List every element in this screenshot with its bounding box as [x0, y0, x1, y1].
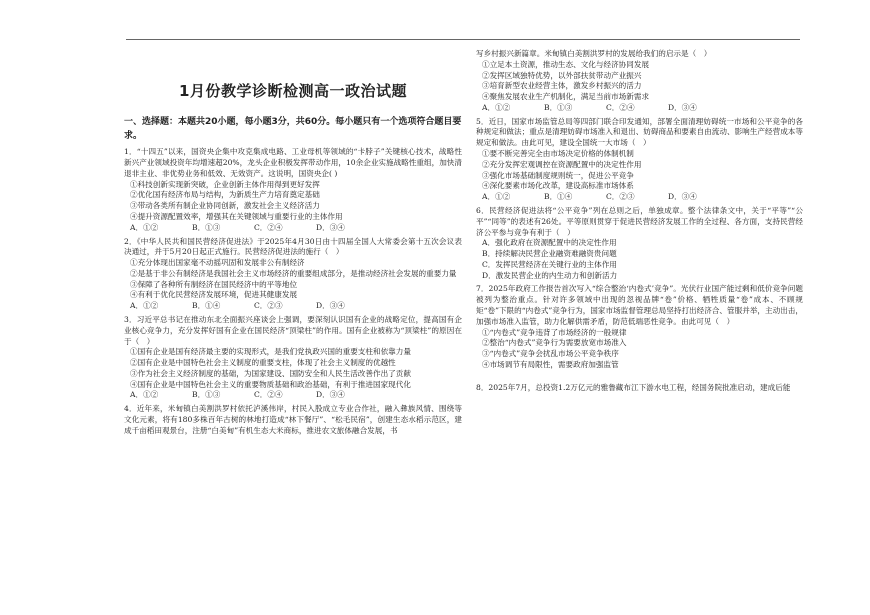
option: ④有利于优化民营经济发展环境，促进其健康发展 — [130, 290, 298, 300]
option: ②是基于非公有制经济是我国社会主义市场经济的重要组成部分，是推动经济社会发展的重要力量 — [130, 268, 457, 278]
option: ④提升资源配置效率，增强其在关键领域与重要行业的主体作用 — [130, 211, 343, 221]
choice-d: D．③④ — [668, 192, 697, 202]
option: ②整治“内卷式”竞争行为需要放宽市场准入 — [482, 338, 627, 348]
choice-b: B．①③ — [192, 222, 221, 232]
choice-c: C．②③ — [254, 301, 283, 311]
question-5 — [476, 117, 803, 203]
choice-b: B．①④ — [192, 301, 221, 311]
choice-b: B．①③ — [544, 102, 573, 112]
choice-a: A．①② — [130, 222, 159, 232]
question-stem: 2．《中华人民共和国民营经济促进法》于2025年4月30日由十四届全国人大常委会第十五次会议表决通过，并于5月20日起正式施行。民营经济促进法的施行（ ） — [124, 236, 462, 257]
option: A．强化政府在资源配置中的决定性作用 — [482, 238, 617, 248]
question-stem: 1．“十四五”以来，国资央企集中攻克集成电路、工业母机等领域的“卡脖子”关键核心技术，战略性新兴产业领域投资年均增速超20%，龙头企业积极发挥带动作用，10余企业实施战略性重组，加快清退非主业、非优势业务和低效、无效资产。这说明，国资央企( ) — [124, 147, 462, 178]
option: ①要不断完善完全由市场决定价格的体制机制 — [482, 149, 634, 159]
choice-d: D．③④ — [316, 390, 345, 400]
question-1 — [124, 147, 462, 233]
answer-choices — [476, 103, 803, 114]
option: ②发挥区域独特优势，以外部扶贫带动产业振兴 — [482, 70, 642, 80]
section-heading: 一、选择题：本题共20小题，每小题3分，共60分。每小题只有一个选项符合题目要求。 — [124, 117, 462, 141]
option: ③保障了各种所有制经济在国民经济中的平等地位 — [130, 279, 298, 289]
option: ①国有企业是国有经济最主要的实现形式，是我们党执政兴国的重要支柱和依靠力量 — [130, 347, 411, 357]
question-stem: 3．习近平总书记在推动东北全面振兴座谈会上强调，要深刻认识国有企业的战略定位，提高国有企业核心竞争力，充分发挥好国有企业在国民经济“顶梁柱”的作用。国有企业被称为“顶梁柱”的原因在于（ ） — [124, 315, 462, 346]
choice-c: C．②④ — [254, 222, 283, 232]
question-8 — [476, 383, 803, 394]
choice-a: A．①② — [482, 102, 511, 112]
option: ①充分体现出国家毫不动摇巩固和发展非公有制经济 — [130, 258, 305, 268]
option: ④市场调节有局限性，需要政府加强监管 — [482, 359, 619, 369]
option: ①立足本土资源，推动生态、文化与经济协同发展 — [482, 59, 650, 69]
question-4-continued: 写乡村振兴新篇章。米甸镇白美割洪罗村的发展给我们的启示是（ ） — [476, 49, 712, 58]
choice-c: C．②④ — [606, 102, 635, 112]
right-column — [476, 48, 803, 393]
choice-c: C．②④ — [254, 390, 283, 400]
option: ③强化市场基础制度规则统一，促进公平竞争 — [482, 170, 634, 180]
option: ①“内卷式”竞争违背了市场经济的一般规律 — [482, 327, 627, 337]
answer-choices — [124, 223, 462, 234]
choice-d: D．③④ — [316, 301, 345, 311]
option: D．激发民营企业的内生动力和创新活力 — [482, 270, 618, 280]
answer-choices — [124, 301, 462, 312]
choice-b: B．①③ — [192, 390, 221, 400]
question-3 — [124, 315, 462, 401]
question-stem: 8．2025年7月，总投资1.2万亿元的雅鲁藏布江下游水电工程，经国务院批准启动，建成后能 — [476, 382, 791, 392]
option: ④深化要素市场化改革，建设高标准市场体系 — [482, 181, 634, 191]
choice-c: C．②③ — [606, 192, 635, 202]
option: ④国有企业是中国特色社会主义的重要物质基础和政治基础，有利于推进国家现代化 — [130, 379, 411, 389]
question-stem: 6．民营经济促进法将“公平竞争”列在总则之后，单独成章。整个法律条文中，关于“平等”“公平”“同等”的表述有26处。平等原则贯穿于促进民营经济发展工作的全过程、各方面，支持民营经济公平参与竞争有利于（ ） — [476, 205, 803, 237]
choice-d: D．③④ — [668, 102, 697, 112]
choice-b: B．①④ — [544, 192, 573, 202]
option: C．发挥民营经济在关键行业的主体作用 — [482, 259, 617, 269]
answer-choices — [124, 390, 462, 401]
question-stem: 7．2025年政府工作报告首次写入“综合整治‘内卷式’竞争”。光伏行业国产能过剩和低价竞争问题被列为整治重点。针对许多领域中出现的忽视品牌“卷”价格、牺牲质量“卷”成本、不顾规矩“卷”下限的“内卷式”竞争行为，国家市场监督管理总局坚持打出经济合、管服并举，主动出击，加强市场准入监管，助力化解供需矛盾，防范低端恶性竞争。由此可见（ ） — [476, 284, 803, 326]
option: B．持续解决民营企业融资难融资贵问题 — [482, 249, 617, 259]
option: ①科技创新实现新突破，企业创新主体作用得到更好发挥 — [130, 179, 320, 189]
question-2 — [124, 237, 462, 312]
answer-choices — [476, 192, 803, 203]
question-6 — [476, 206, 803, 281]
question-stem: 5．近日，国家市场监管总局等四部门联合印发通知，部署全面清理妨碍统一市场和公平竞争的各种规定和做法；重点是清理妨碍市场准入和退出、妨碍商品和要素自由流动、影响生产经营成本等规定和做法。由此可见，建设全国统一大市场（ ） — [476, 116, 803, 148]
option: ③“内卷式”竞争会扰乱市场公平竞争秩序 — [482, 349, 619, 359]
choice-a: A．①② — [130, 301, 159, 311]
question-7 — [476, 284, 803, 370]
page-top-rule — [126, 39, 800, 40]
exam-title: 1月份教学诊断检测高一政治试题 — [179, 82, 407, 100]
option: ③带动各类所有制企业协同创新，激发社会主义经济活力 — [130, 201, 320, 211]
question-4 — [124, 404, 462, 436]
option: ③作为社会主义经济制度的基础，为国家建设、国防安全和人民生活改善作出了贡献 — [130, 368, 411, 378]
choice-d: D．③④ — [316, 222, 345, 232]
question-stem: 4．近年来，米甸镇白美割洪罗村依托泸溪伟岸，村民入股成立专业合作社，融入彝族风情、围绕等文化元素，将有180多株百年古树的林地打造成“林下餐厅”、“松毛民宿”，创建生态水稻示范区，建成千亩稻田观景台，注册“白美甸”有机生态大米商标，推进农文旅体融合发展，书 — [124, 404, 462, 435]
left-column — [124, 48, 462, 437]
choice-a: A．①② — [482, 192, 511, 202]
option: ②国有企业是中国特色社会主义制度的重要支柱，体现了社会主义制度的优越性 — [130, 358, 396, 368]
choice-a: A．①② — [130, 390, 159, 400]
option: ④聚焦发展农业生产机制化，满足当前市场新需求 — [482, 92, 650, 102]
option: ②充分发挥宏观调控在资源配置中的决定性作用 — [482, 159, 642, 169]
option: ②优化国有经济布局与结构，为新质生产力培育奠定基础 — [130, 190, 320, 200]
option: ③培育新型农业经营主体，激发乡村振兴的活力 — [482, 81, 642, 91]
